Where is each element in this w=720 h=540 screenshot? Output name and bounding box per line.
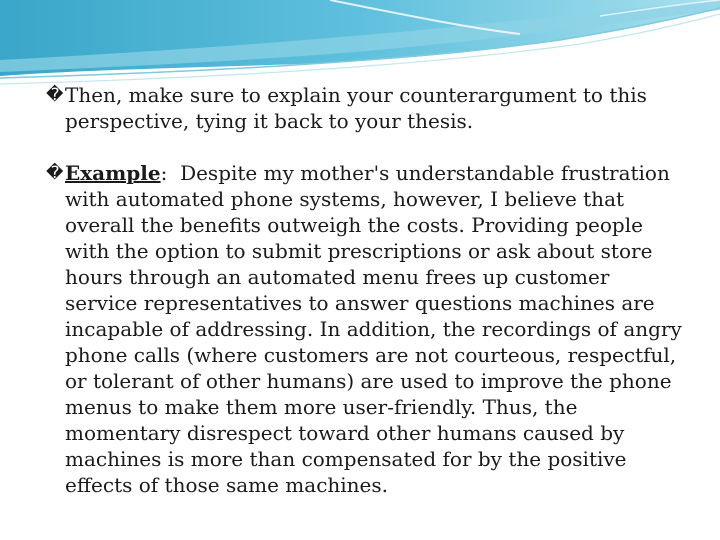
example-label: Example [65, 161, 161, 185]
bullet-counterargument [46, 82, 686, 134]
bullet-example [46, 160, 686, 498]
bullet-marker-icon: � [46, 85, 64, 105]
header-wave-decoration [0, 0, 720, 90]
bullet-marker-icon: � [46, 163, 64, 183]
bullet-text: Despite my mother's understandable frustration with automated phone systems, however, I believe that overall the benefits outweigh the costs. Providing people with the option to submit prescriptions or ask about store hours through an automated menu frees up customer service representatives to answer questions machines are incapable of addressing. In addition, the recordings of angry phone calls (where customers are not courteous, respectful, or tolerant of other humans) are used to improve the phone menus to make them more user-friendly. Thus, the momentary disrespect toward other humans caused by machines is more than compensated for by the positive effects of those same machines. [65, 161, 682, 497]
slide-content [46, 82, 686, 498]
bullet-text: Then, make sure to explain your counterargument to this perspective, tying it back to your thesis. [65, 83, 647, 133]
example-separator: : [160, 161, 181, 185]
